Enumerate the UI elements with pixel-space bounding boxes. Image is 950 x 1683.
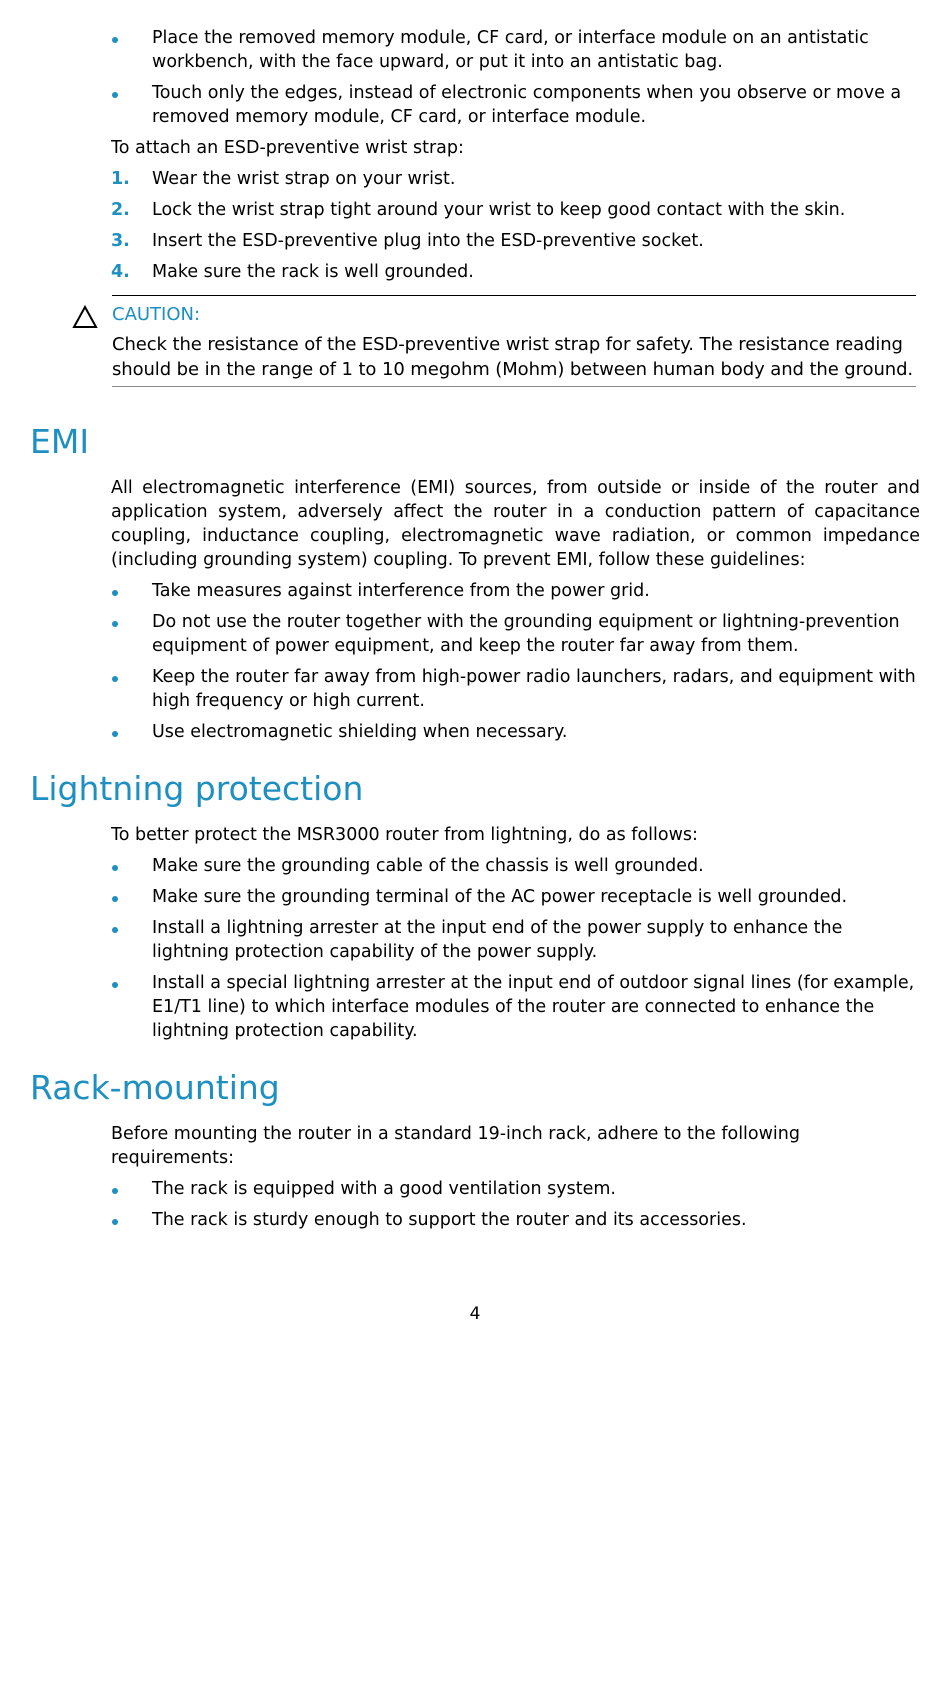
rack-bullet-list	[0, 1177, 950, 1232]
bullet-icon	[112, 1188, 118, 1194]
list-item: 1. Wear the wrist strap on your wrist.	[111, 169, 456, 189]
section-heading-lightning-protection: Lightning protection	[30, 769, 364, 808]
caution-bottom-rule	[112, 386, 916, 387]
section-heading-emi: EMI	[30, 422, 90, 461]
list-item: Make sure the grounding terminal of the AC power receptacle is well grounded.	[0, 885, 950, 909]
bullet-icon	[112, 590, 118, 596]
list-item: Use electromagnetic shielding when necessary.	[0, 720, 950, 744]
bullet-icon	[112, 731, 118, 737]
lightning-bullet-list	[0, 854, 950, 1043]
page-number: 4	[469, 1304, 481, 1324]
step-number: 2.	[111, 200, 130, 220]
caution-top-rule	[112, 295, 916, 296]
bullet-icon	[112, 676, 118, 682]
step-number: 1.	[111, 169, 130, 189]
bullet-icon	[112, 982, 118, 988]
list-item: 4. Make sure the rack is well grounded.	[111, 262, 474, 282]
list-item: The rack is sturdy enough to support the router and its accessories.	[0, 1208, 950, 1232]
list-item: Take measures against interference from the power grid.	[0, 579, 950, 603]
bullet-icon	[112, 865, 118, 871]
caution-title: CAUTION:	[112, 304, 201, 325]
bullet-icon	[112, 37, 118, 43]
emi-intro: All electromagnetic interference (EMI) sources, from outside or inside of the router and application system, adversely affect the router in a conduction pattern of capacitance coupling, inductance coupling, electromagnetic wave radiation, or common impedance (including grounding system) coupling. To prevent EMI, follow these guidelines:	[111, 478, 920, 570]
bullet-icon	[112, 1219, 118, 1225]
list-item: The rack is equipped with a good ventilation system.	[0, 1177, 950, 1201]
step-number: 3.	[111, 231, 130, 251]
warning-triangle-icon	[72, 305, 98, 329]
intro-bullet-list	[0, 26, 950, 129]
list-item: Do not use the router together with the grounding equipment or lightning-prevention equipment of power equipment, and keep the router far away from them.	[0, 610, 950, 658]
caution-text: Check the resistance of the ESD-preventive wrist strap for safety. The resistance reading should be in the range of 1 to 10 megohm (Mohm) between human body and the ground.	[112, 334, 914, 380]
list-item: Install a lightning arrester at the input end of the power supply to enhance the lightning protection capability of the power supply.	[0, 916, 950, 964]
bullet-icon	[112, 927, 118, 933]
list-item: Install a special lightning arrester at the input end of outdoor signal lines (for example, E1/T1 line) to which interface modules of the router are connected to enhance the lightning protection capability.	[0, 971, 950, 1043]
caution-box	[112, 295, 916, 387]
emi-bullet-list	[0, 579, 950, 744]
list-item: Place the removed memory module, CF card, or interface module on an antistatic workbench, with the face upward, or put it into an antistatic bag.	[0, 26, 950, 74]
lightning-intro: To better protect the MSR3000 router from lightning, do as follows:	[111, 825, 698, 845]
bullet-icon	[112, 92, 118, 98]
list-item: 3. Insert the ESD-preventive plug into the ESD-preventive socket.	[111, 231, 704, 251]
list-item: Touch only the edges, instead of electronic components when you observe or move a removed memory module, CF card, or interface module.	[0, 81, 950, 129]
section-heading-rack-mounting: Rack-mounting	[30, 1068, 280, 1107]
bullet-icon	[112, 896, 118, 902]
step-number: 4.	[111, 262, 130, 282]
wrist-strap-steps	[0, 167, 950, 284]
list-item: Keep the router far away from high-power radio launchers, radars, and equipment with high frequency or high current.	[0, 665, 950, 713]
list-item: 2. Lock the wrist strap tight around your wrist to keep good contact with the skin.	[111, 200, 846, 220]
rack-intro: Before mounting the router in a standard 19-inch rack, adhere to the following requirements:	[111, 1124, 800, 1168]
bullet-icon	[112, 621, 118, 627]
wrist-strap-intro: To attach an ESD-preventive wrist strap:	[111, 138, 464, 158]
list-item: Make sure the grounding cable of the chassis is well grounded.	[0, 854, 950, 878]
